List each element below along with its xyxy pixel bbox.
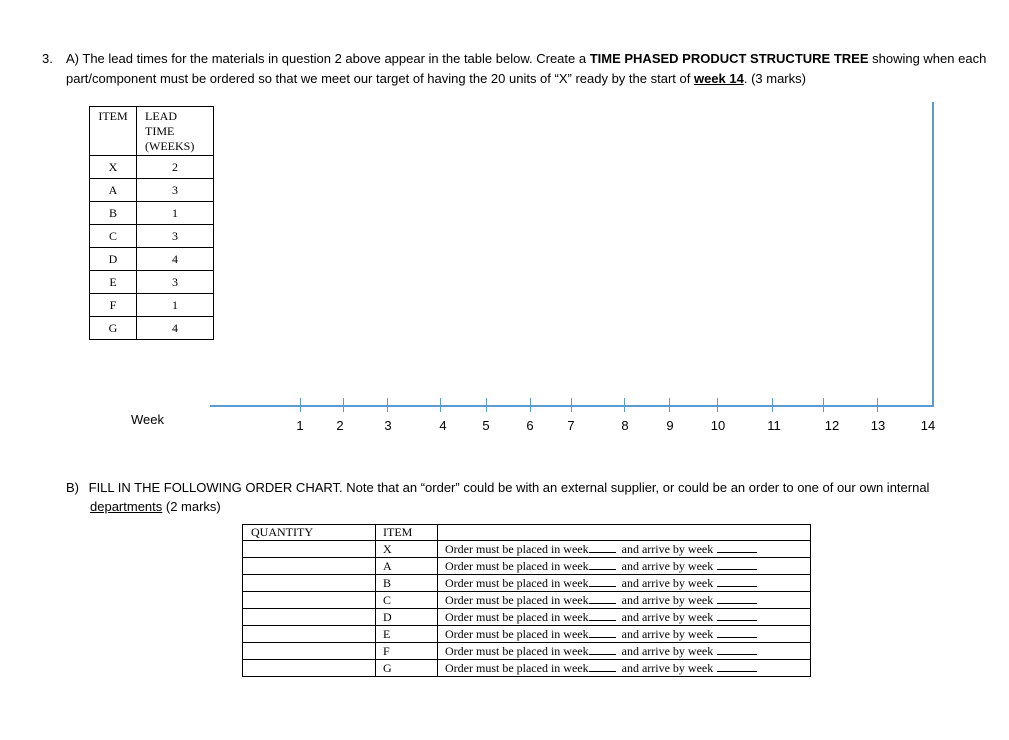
placed-week-blank[interactable] — [589, 643, 616, 655]
lead-row-weeks: 3 — [137, 225, 214, 248]
placed-week-blank[interactable] — [589, 541, 616, 553]
lead-row-weeks: 1 — [137, 294, 214, 317]
lead-table-header-lead — [137, 107, 214, 156]
order-chart-table — [242, 524, 811, 677]
order-item-cell: E — [376, 626, 438, 643]
order-instruction-cell — [438, 558, 811, 575]
lead-table-row — [90, 317, 214, 340]
order-instruction-cell — [438, 541, 811, 558]
order-placed-text: Order must be placed in week — [445, 661, 589, 675]
placed-week-blank[interactable] — [589, 575, 616, 587]
lead-table-header — [90, 107, 214, 156]
week-tick — [823, 398, 824, 412]
target-week: week 14 — [693, 71, 744, 86]
lead-table-row — [90, 179, 214, 202]
order-placed-text: Order must be placed in week — [445, 576, 589, 590]
lead-header-word: TIME — [145, 124, 175, 138]
week-tick — [624, 398, 625, 412]
order-quantity-cell[interactable] — [243, 660, 376, 677]
arrive-week-blank[interactable] — [717, 660, 757, 672]
order-arrive-text: and arrive by week — [621, 593, 714, 607]
question-a-line1 — [66, 49, 986, 69]
lead-header-word: (WEEKS) — [145, 139, 195, 153]
lead-table-header-item: ITEM — [90, 107, 137, 156]
order-item-cell: D — [376, 609, 438, 626]
lead-row-weeks: 3 — [137, 179, 214, 202]
order-placed-text: Order must be placed in week — [445, 542, 589, 556]
order-arrive-text: and arrive by week — [621, 576, 714, 590]
part-b-marks: (2 marks) — [162, 499, 221, 514]
question-a-line2 — [66, 69, 806, 89]
order-placed-text: Order must be placed in week — [445, 627, 589, 641]
week-tick — [343, 398, 344, 412]
week-tick-label: 8 — [621, 418, 629, 433]
lead-row-item: D — [90, 248, 137, 271]
order-arrive-text: and arrive by week — [621, 542, 714, 556]
part-a-label: A) — [66, 51, 79, 66]
part-b-line1 — [66, 478, 929, 497]
week-tick — [669, 398, 670, 412]
timeline-vertical-axis — [932, 102, 934, 406]
week-tick — [300, 398, 301, 412]
order-quantity-cell[interactable] — [243, 575, 376, 592]
part-b-line2 — [90, 497, 221, 516]
arrive-week-blank[interactable] — [717, 558, 757, 570]
lead-row-item: X — [90, 156, 137, 179]
week-tick-label: 13 — [870, 418, 886, 433]
week-tick — [877, 398, 878, 412]
arrive-week-blank[interactable] — [717, 609, 757, 621]
lead-table-row — [90, 156, 214, 179]
week-tick — [530, 398, 531, 412]
order-table-row — [243, 626, 811, 643]
order-instruction-cell — [438, 592, 811, 609]
order-quantity-cell[interactable] — [243, 643, 376, 660]
week-tick-label: 7 — [567, 418, 575, 433]
lead-row-weeks: 2 — [137, 156, 214, 179]
order-quantity-cell[interactable] — [243, 558, 376, 575]
order-item-cell: X — [376, 541, 438, 558]
order-quantity-cell[interactable] — [243, 626, 376, 643]
lead-table-row — [90, 271, 214, 294]
order-placed-text: Order must be placed in week — [445, 593, 589, 607]
part-b-instruction: FILL IN THE FOLLOWING ORDER CHART. Note that an “order” could be with an external supplier, or could be an order to one of our own internal — [88, 480, 930, 495]
lead-row-item: E — [90, 271, 137, 294]
placed-week-blank[interactable] — [589, 660, 616, 672]
order-item-cell: F — [376, 643, 438, 660]
order-item-cell: A — [376, 558, 438, 575]
week-tick-label: 10 — [710, 418, 726, 433]
order-instruction-cell — [438, 609, 811, 626]
week-tick-label: 5 — [482, 418, 490, 433]
part-b-departments: departments — [90, 499, 163, 514]
week-tick-label: 3 — [384, 418, 392, 433]
order-quantity-cell[interactable] — [243, 609, 376, 626]
lead-row-weeks: 3 — [137, 271, 214, 294]
week-tick-label: 14 — [920, 418, 936, 433]
order-table-row — [243, 643, 811, 660]
order-table-row — [243, 592, 811, 609]
arrive-week-blank[interactable] — [717, 592, 757, 604]
part-b-label: B) — [66, 480, 79, 495]
order-arrive-text: and arrive by week — [621, 661, 714, 675]
order-arrive-text: and arrive by week — [621, 644, 714, 658]
lead-row-item: F — [90, 294, 137, 317]
order-item-cell: B — [376, 575, 438, 592]
order-placed-text: Order must be placed in week — [445, 610, 589, 624]
order-header-blank — [438, 525, 811, 541]
timeline-horizontal-axis — [210, 405, 934, 407]
week-tick-label: 12 — [824, 418, 840, 433]
placed-week-blank[interactable] — [589, 558, 616, 570]
question-a-line1-post: showing when each — [868, 51, 987, 66]
arrive-week-blank[interactable] — [717, 643, 757, 655]
order-header-item: ITEM — [376, 525, 438, 541]
lead-row-weeks: 1 — [137, 202, 214, 225]
order-placed-text: Order must be placed in week — [445, 559, 589, 573]
arrive-week-blank[interactable] — [717, 626, 757, 638]
placed-week-blank[interactable] — [589, 609, 616, 621]
lead-row-weeks: 4 — [137, 317, 214, 340]
week-tick — [440, 398, 441, 412]
question-a-line1-pre: The lead times for the materials in question 2 above appear in the table below. Create a — [82, 51, 590, 66]
lead-table-row — [90, 202, 214, 225]
week-tick-label: 4 — [439, 418, 447, 433]
week-axis-label: Week — [131, 412, 164, 427]
lead-table-row — [90, 225, 214, 248]
week-tick-label: 2 — [336, 418, 344, 433]
order-placed-text: Order must be placed in week — [445, 644, 589, 658]
lead-table-row — [90, 294, 214, 317]
question-a-line2-post: . (3 marks) — [743, 71, 806, 86]
week-tick-label: 6 — [526, 418, 534, 433]
week-tick — [571, 398, 572, 412]
order-instruction-cell — [438, 575, 811, 592]
week-tick-label: 9 — [666, 418, 674, 433]
order-quantity-cell[interactable] — [243, 592, 376, 609]
order-table-row — [243, 660, 811, 677]
lead-row-item: B — [90, 202, 137, 225]
placed-week-blank[interactable] — [589, 592, 616, 604]
question-number: 3. — [42, 51, 53, 66]
lead-row-item: G — [90, 317, 137, 340]
arrive-week-blank[interactable] — [717, 575, 757, 587]
lead-row-item: A — [90, 179, 137, 202]
order-table-row — [243, 541, 811, 558]
order-instruction-cell — [438, 626, 811, 643]
question-a-line2-pre: part/component must be ordered so that we meet our target of having the 20 units of “X” ready by the start of — [66, 71, 694, 86]
question-a-bold-title: TIME PHASED PRODUCT STRUCTURE TREE — [589, 51, 869, 66]
order-arrive-text: and arrive by week — [621, 610, 714, 624]
lead-row-item: C — [90, 225, 137, 248]
week-tick-label: 1 — [296, 418, 304, 433]
lead-table-row — [90, 248, 214, 271]
order-quantity-cell[interactable] — [243, 541, 376, 558]
order-item-cell: C — [376, 592, 438, 609]
week-tick — [772, 398, 773, 412]
order-table-row — [243, 575, 811, 592]
order-table-row — [243, 609, 811, 626]
week-tick — [717, 398, 718, 412]
order-instruction-cell — [438, 643, 811, 660]
order-header-quantity: QUANTITY — [243, 525, 376, 541]
lead-row-weeks: 4 — [137, 248, 214, 271]
order-arrive-text: and arrive by week — [621, 559, 714, 573]
lead-time-table — [89, 106, 214, 340]
order-table-header — [243, 525, 811, 541]
week-tick — [387, 398, 388, 412]
arrive-week-blank[interactable] — [717, 541, 757, 553]
lead-header-word: LEAD — [145, 109, 177, 123]
placed-week-blank[interactable] — [589, 626, 616, 638]
week-tick — [486, 398, 487, 412]
order-item-cell: G — [376, 660, 438, 677]
order-table-row — [243, 558, 811, 575]
order-instruction-cell — [438, 660, 811, 677]
order-arrive-text: and arrive by week — [621, 627, 714, 641]
week-tick-label: 11 — [767, 418, 781, 433]
